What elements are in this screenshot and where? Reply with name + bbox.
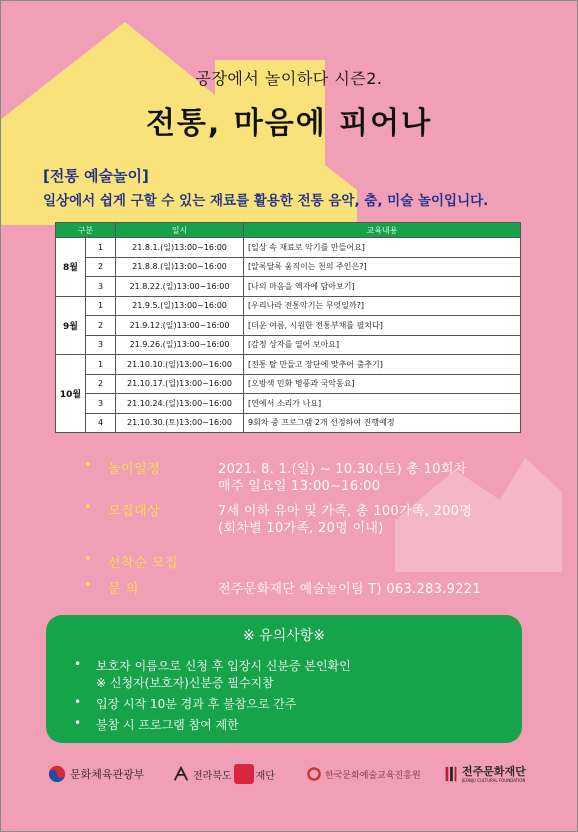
session-date: 21.8.8.(일)13:00~16:00 xyxy=(116,257,244,277)
inquiry-label: 문 의 xyxy=(108,582,139,597)
session-content: 9회차 중 프로그램 2개 선정하여 진행예정 xyxy=(244,413,521,433)
month-cell: 10월 xyxy=(56,355,86,433)
session-number: 1 xyxy=(86,296,116,316)
table-row xyxy=(56,277,521,297)
session-date: 21.8.1.(일)13:00~16:00 xyxy=(116,238,244,258)
table-row xyxy=(56,355,521,375)
session-number: 2 xyxy=(86,316,116,336)
subtitle: 공장에서 놀이하다 시즌2. xyxy=(195,69,383,88)
bullet-icon: • xyxy=(74,695,82,709)
notice-title: ※ 유의사항※ xyxy=(242,628,325,644)
session-date: 21.10.17.(일)13:00~16:00 xyxy=(116,374,244,394)
sponsor-logos xyxy=(0,760,578,790)
bullet-icon: • xyxy=(84,458,92,473)
bullet-icon: • xyxy=(84,552,92,567)
bullet-icon: • xyxy=(84,500,92,515)
arte-symbol-icon xyxy=(306,766,322,782)
arte-name: 한국문화예술교육진흥원 xyxy=(325,770,421,781)
jeonju-english-name: JEONJU CULTURAL FOUNDATION xyxy=(462,777,526,783)
page-title: 전통, 마음에 피어나 xyxy=(145,106,433,141)
session-date: 21.9.12.(일)13:00~16:00 xyxy=(116,316,244,336)
target-label: 모집대상 xyxy=(108,504,161,519)
session-content: [나의 마음을 액자에 담아보기] xyxy=(244,277,521,297)
table-row xyxy=(56,413,521,433)
notice-item xyxy=(74,716,239,733)
table-row xyxy=(56,257,521,277)
ministry-name: 문화체육관광부 xyxy=(70,768,145,781)
jeonbuk-suffix: 재단 xyxy=(255,770,275,782)
notice-box xyxy=(46,615,522,743)
ministry-logo xyxy=(48,760,144,788)
session-number: 3 xyxy=(86,277,116,297)
jeonju-name: 전주문화재단 xyxy=(462,764,526,778)
bullet-icon: • xyxy=(84,578,92,593)
period-value-line1: 2021. 8. 1.(일) ~ 10.30.(토) 총 10회차 xyxy=(218,462,467,477)
session-date: 21.10.10.(일)13:00~16:00 xyxy=(116,355,244,375)
category-label: [전통 예술놀이] xyxy=(43,167,149,185)
month-cell: 8월 xyxy=(56,238,86,297)
table-row xyxy=(56,394,521,414)
session-number: 2 xyxy=(86,257,116,277)
target-value-line1: 7세 이하 유아 및 가족, 총 100가족, 200명 xyxy=(218,504,473,519)
session-number: 1 xyxy=(86,355,116,375)
table-row xyxy=(56,316,521,336)
table-row xyxy=(56,335,521,355)
jeonbuk-stamp-icon xyxy=(234,764,254,784)
jeonju-symbol-icon xyxy=(444,765,458,783)
session-date: 21.10.24.(일)13:00~16:00 xyxy=(116,394,244,414)
notice-item-text: 보호자 이름으로 신청 후 입장시 신분증 본인확인 xyxy=(96,659,351,673)
table-row xyxy=(56,374,521,394)
session-date: 21.9.26.(일)13:00~16:00 xyxy=(116,335,244,355)
arte-logo xyxy=(306,760,421,788)
table-header-row xyxy=(56,223,521,238)
session-number: 3 xyxy=(86,335,116,355)
first-come-label: 선착순 모집 xyxy=(108,556,178,571)
table-row xyxy=(56,296,521,316)
schedule-table xyxy=(55,222,521,433)
jeonbuk-symbol-icon xyxy=(172,765,190,783)
session-content: [알록달록 움직이는 천의 주인은?] xyxy=(244,257,521,277)
info-period xyxy=(84,458,524,494)
session-number: 1 xyxy=(86,238,116,258)
notice-item xyxy=(74,657,351,674)
taegeuk-icon xyxy=(48,765,66,783)
session-content: [연에서 소리가 나요] xyxy=(244,394,521,414)
header-datetime: 일시 xyxy=(116,223,244,238)
info-first-come xyxy=(84,552,524,570)
inquiry-value: 전주문화재단 예술놀이팀 T) 063.283.9221 xyxy=(218,582,481,597)
bullet-icon: • xyxy=(74,657,82,671)
jeonju-text-block xyxy=(462,766,526,783)
session-content: [오방색 민화 병풍과 국악동요] xyxy=(244,374,521,394)
period-value-line2: 매주 일요일 13:00~16:00 xyxy=(218,479,381,494)
info-target xyxy=(84,500,524,536)
session-date: 21.10.30.(토)13:00~16:00 xyxy=(116,413,244,433)
header-category: 구분 xyxy=(56,223,116,238)
session-content: [전통 탈 만들고 장단에 맞추어 춤추기] xyxy=(244,355,521,375)
session-number: 4 xyxy=(86,413,116,433)
period-label: 놀이일정 xyxy=(108,462,161,477)
notice-item-sub xyxy=(96,674,274,691)
header-content: 교육내용 xyxy=(244,223,521,238)
session-content: [일상 속 재료로 악기를 만들어요] xyxy=(244,238,521,258)
session-number: 2 xyxy=(86,374,116,394)
notice-item-text: 불참 시 프로그램 참여 제한 xyxy=(96,718,239,732)
session-content: [감정 상자를 열어 보아요] xyxy=(244,335,521,355)
session-date: 21.9.5.(일)13:00~16:00 xyxy=(116,296,244,316)
jeonbuk-logo xyxy=(172,760,275,788)
table-row xyxy=(56,238,521,258)
target-value-line2: (회차별 10가족, 20명 이내) xyxy=(218,521,384,536)
jeonju-foundation-logo xyxy=(444,760,526,788)
notice-item xyxy=(74,695,297,712)
program-description: 일상에서 쉽게 구할 수 있는 재료를 활용한 전통 음악, 춤, 미술 놀이입니다. xyxy=(43,193,489,209)
notice-item-text: 입장 시작 10분 경과 후 불참으로 간주 xyxy=(96,697,297,711)
session-content: [더운 여름, 시원한 전통부채를 펼치다] xyxy=(244,316,521,336)
notice-item-subtext: ※ 신청자(보호자)신분증 필수지참 xyxy=(96,676,274,690)
jeonbuk-name: 전라북도 xyxy=(193,770,232,782)
info-inquiry xyxy=(84,578,524,596)
session-content: [우리나라 전통악기는 무엇일까?] xyxy=(244,296,521,316)
month-cell: 9월 xyxy=(56,296,86,355)
bullet-icon: • xyxy=(74,716,82,730)
session-number: 3 xyxy=(86,394,116,414)
session-date: 21.8.22.(일)13:00~16:00 xyxy=(116,277,244,297)
